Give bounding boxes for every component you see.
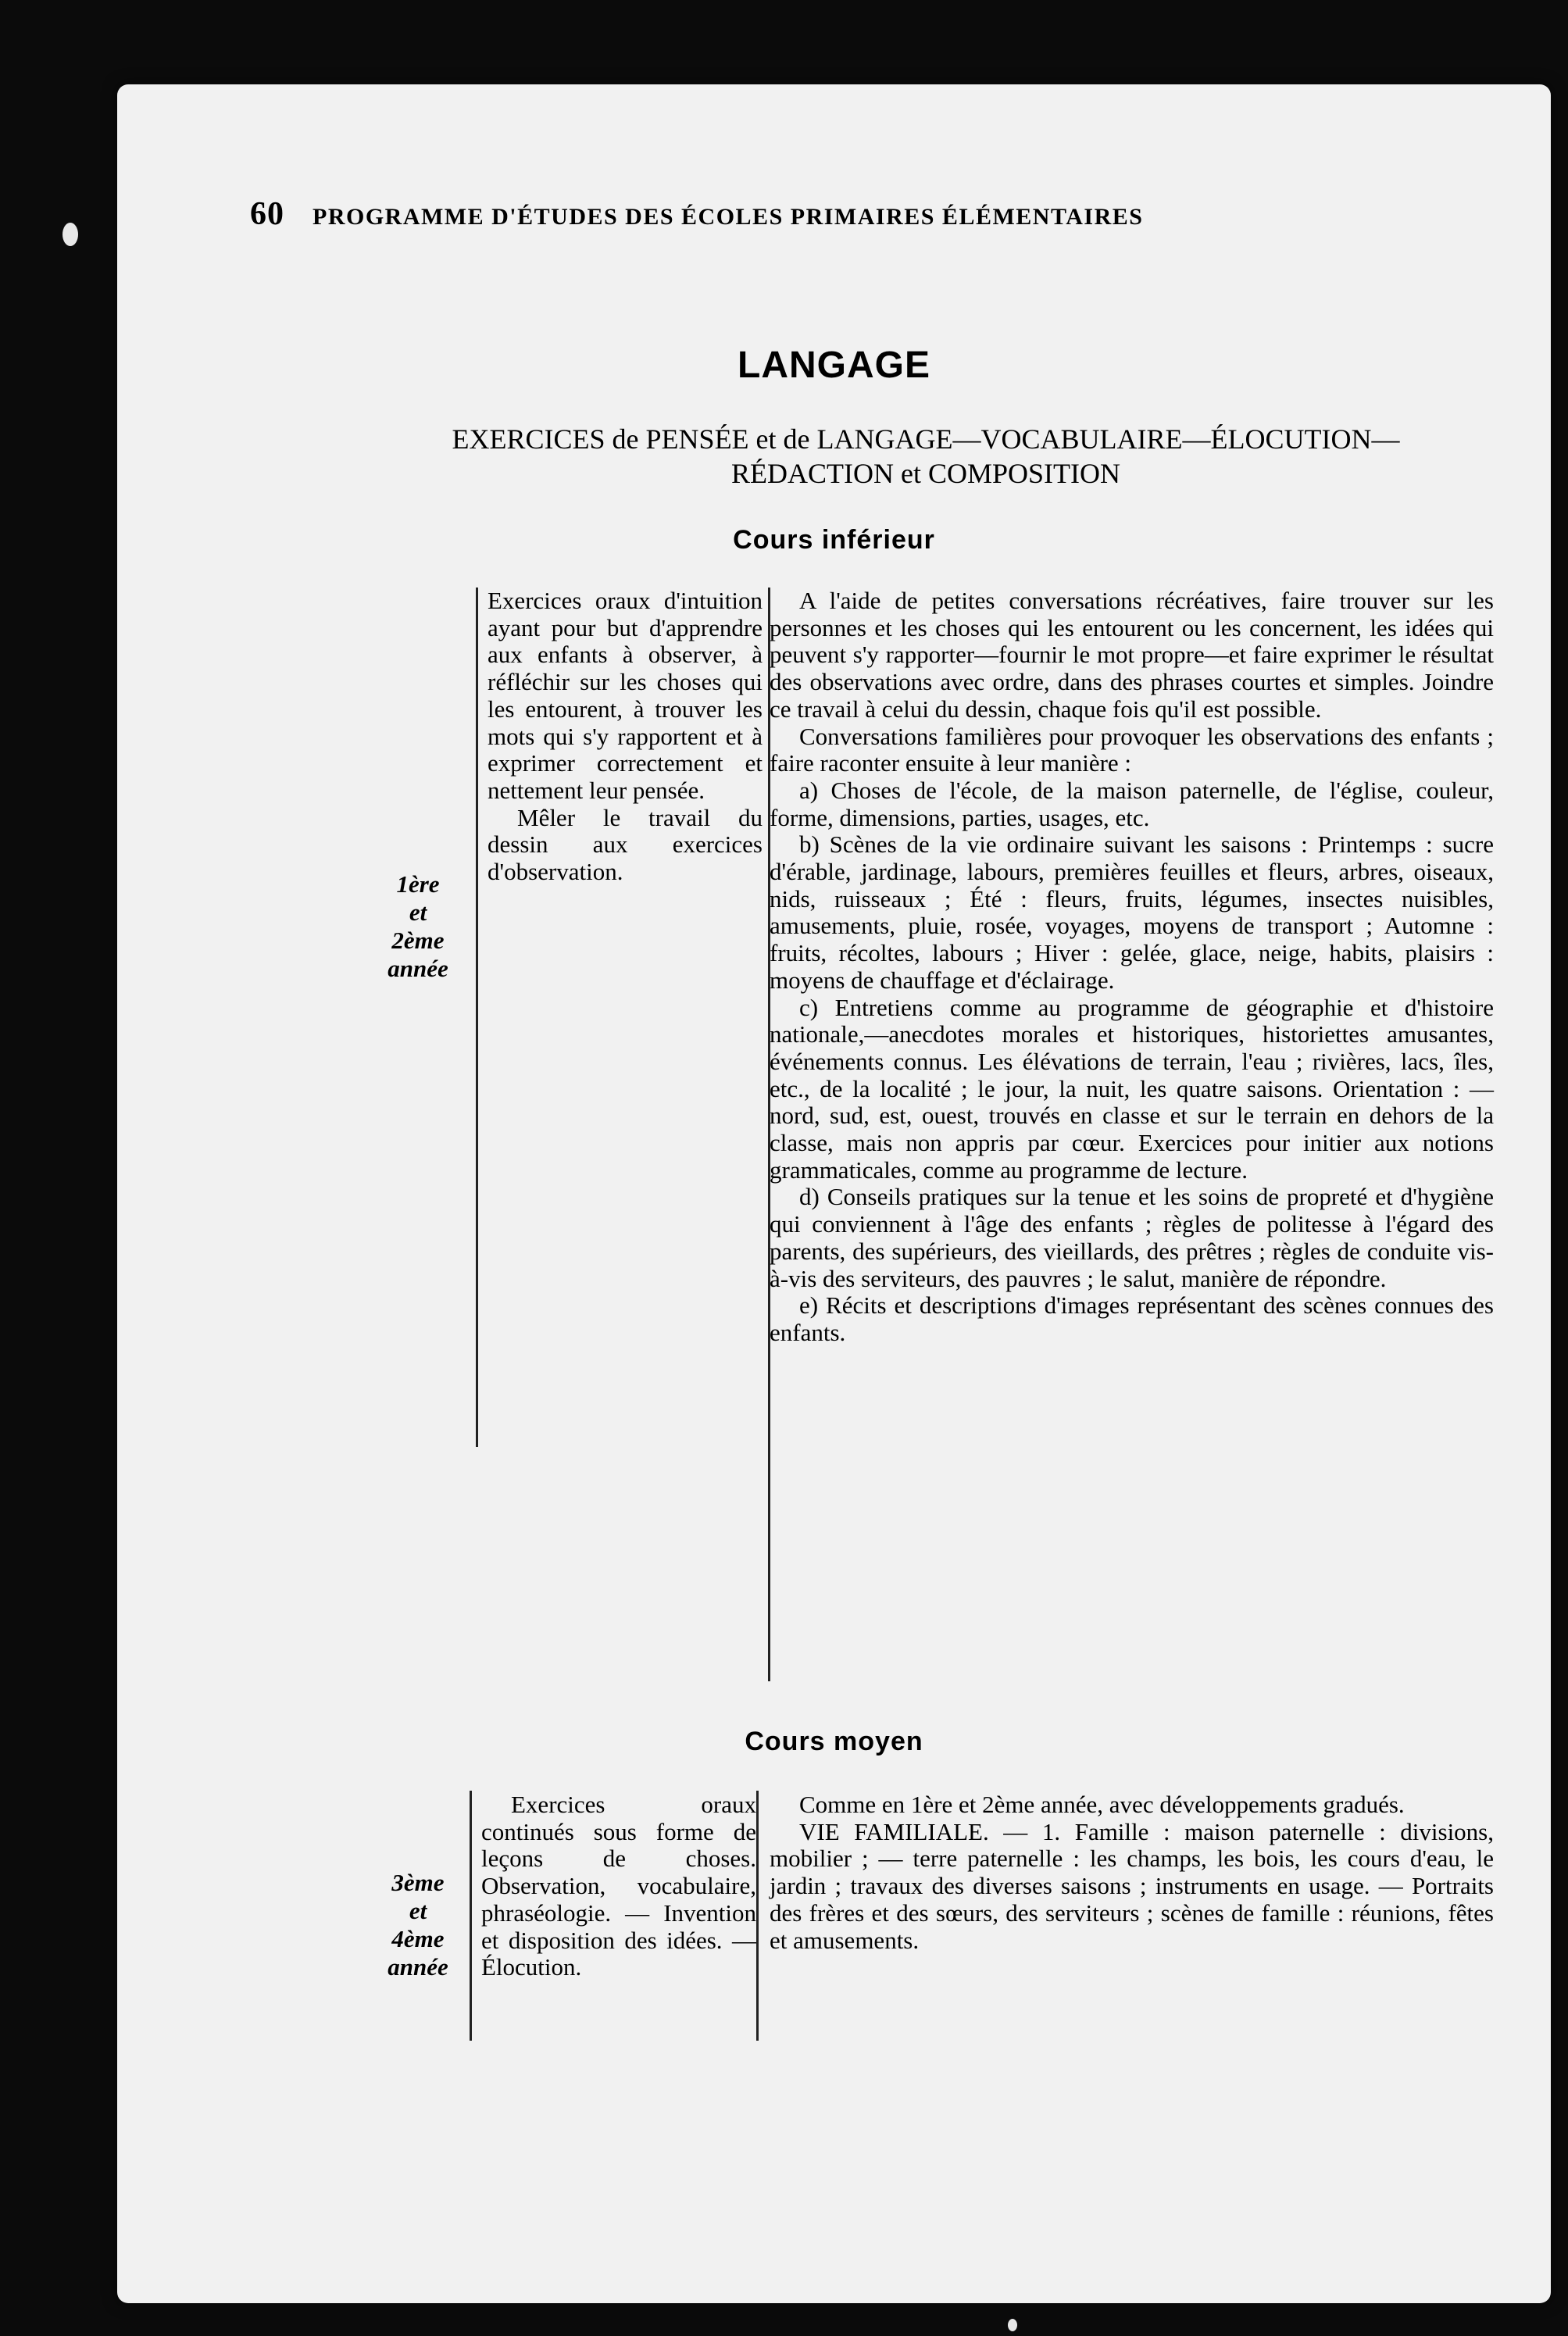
- content-column-moyen: [770, 1791, 1494, 1954]
- objectives-column-moyen: [481, 1791, 756, 1981]
- year-label-moyen: [359, 1869, 477, 1981]
- year-label-line: et: [409, 1897, 427, 1924]
- content-paragraph: d) Conseils pratiques sur la tenue et les soins de propreté et d'hygiène qui conviennent à l'âge des enfants ; règles de politesse à l'égard des parents, des supérieurs, des vieillards, des prêtres ; règles de conduite vis-à-vis des serviteurs, des pauvres ; le salut, manière de répondre.: [770, 1183, 1494, 1292]
- course-heading-inferieur: Cours inférieur: [733, 525, 935, 555]
- page-number: 60: [250, 196, 284, 232]
- year-label-line: année: [388, 955, 448, 982]
- running-title: PROGRAMME D'ÉTUDES DES ÉCOLES PRIMAIRES ÉLÉMENTAIRES: [313, 204, 1144, 230]
- content-paragraph: A l'aide de petites conversations récréatives, faire trouver sur les personnes et les choses qui les entourent ou les concernent, les idées qui peuvent s'y rapporter—fournir le mot propre—et faire exprimer le résultat des observations avec ordre, dans des phrases courtes et simples. Joindre ce travail à celui du dessin, chaque fois qu'il est possible.: [770, 587, 1494, 723]
- content-paragraph: e) Récits et descriptions d'images représentant des scènes connues des enfants.: [770, 1291, 1494, 1346]
- year-label-line: 3ème: [391, 1869, 445, 1896]
- running-header: [250, 195, 1438, 233]
- content-paragraph: b) Scènes de la vie ordinaire suivant les saisons : Printemps : sucre d'érable, jardinage, labours, premières feuilles et fleurs, arbres, oiseaux, nids, ruisseaux ; Été : fleurs, fruits, légumes, insectes nuisibles, amusements, pluie, rosée, voyages, moyens de transport ; Automne : fruits, récoltes, labours ; Hiver : gelée, glace, neige, habits, plaisirs : moyens de chauffage et d'éclairage.: [770, 830, 1494, 994]
- section-title: LANGAGE: [738, 345, 930, 386]
- year-label-line: 1ère: [396, 870, 440, 898]
- column-rule: [476, 588, 478, 1447]
- scan-speck: [1008, 2319, 1017, 2331]
- year-label-inferieur: [359, 870, 477, 983]
- content-paragraph: Conversations familières pour provoquer les observations des enfants ; faire raconter ensuite à leur manière :: [770, 722, 1494, 777]
- section-subtitle: [328, 422, 1523, 491]
- year-label-line: 2ème: [391, 927, 445, 954]
- content-paragraph: VIE FAMILIALE. — 1. Famille : maison paternelle : divisions, mobilier ; — terre paternelle : les champs, les bois, les cours d'eau, le jardin ; travaux des diverses saisons ; instruments en usage. — Portraits des frères et des sœurs, des serviteurs ; scènes de famille : réunions, fêtes et amusements.: [770, 1817, 1494, 1954]
- content-column-inferieur: [770, 588, 1494, 1347]
- year-label-line: 4ème: [391, 1925, 445, 1952]
- year-label-line: année: [388, 1953, 448, 1981]
- objective-paragraph: Exercices oraux d'intuition ayant pour but d'apprendre aux enfants à observer, à réfléchir sur les choses qui les entourent, à trouver les mots qui s'y rapportent et à exprimer correctement et nettement leur pensée.: [488, 587, 763, 804]
- scan-speck: [63, 223, 78, 246]
- content-paragraph: c) Entretiens comme au programme de géographie et d'histoire nationale,—anecdotes morales et historiques, historiettes amusantes, événements connus. Les élévations de terrain, l'eau ; rivières, lacs, îles, etc., de la localité ; le jour, la nuit, les quatre saisons. Orientation : — nord, sud, est, ouest, trouvés en classe et sur le terrain en dehors de la classe, mais non appris par cœur. Exercices pour initier aux notions grammaticales, comme au programme de lecture.: [770, 993, 1494, 1184]
- column-rule: [470, 1791, 472, 2041]
- content-paragraph: Comme en 1ère et 2ème année, avec développements gradués.: [799, 1791, 1405, 1818]
- objective-paragraph: Mêler le travail du dessin aux exercices d'observation.: [488, 803, 763, 886]
- column-rule: [756, 1791, 759, 2041]
- course-heading-moyen: Cours moyen: [745, 1727, 923, 1756]
- content-paragraph: a) Choses de l'école, de la maison paternelle, de l'église, couleur, forme, dimensions, parties, usages, etc.: [770, 776, 1494, 831]
- year-label-line: et: [409, 898, 427, 926]
- subtitle-line-2: RÉDACTION et COMPOSITION: [731, 458, 1120, 489]
- subtitle-line-1: EXERCICES de PENSÉE et de LANGAGE—VOCABULAIRE—ÉLOCUTION—: [452, 423, 1400, 455]
- objective-paragraph: Exercices oraux continués sous forme de leçons de choses. Observation, vocabulaire, phraséologie. — Invention et disposition des idées. — Élocution.: [481, 1791, 756, 1981]
- objectives-column-inferieur: [488, 588, 763, 886]
